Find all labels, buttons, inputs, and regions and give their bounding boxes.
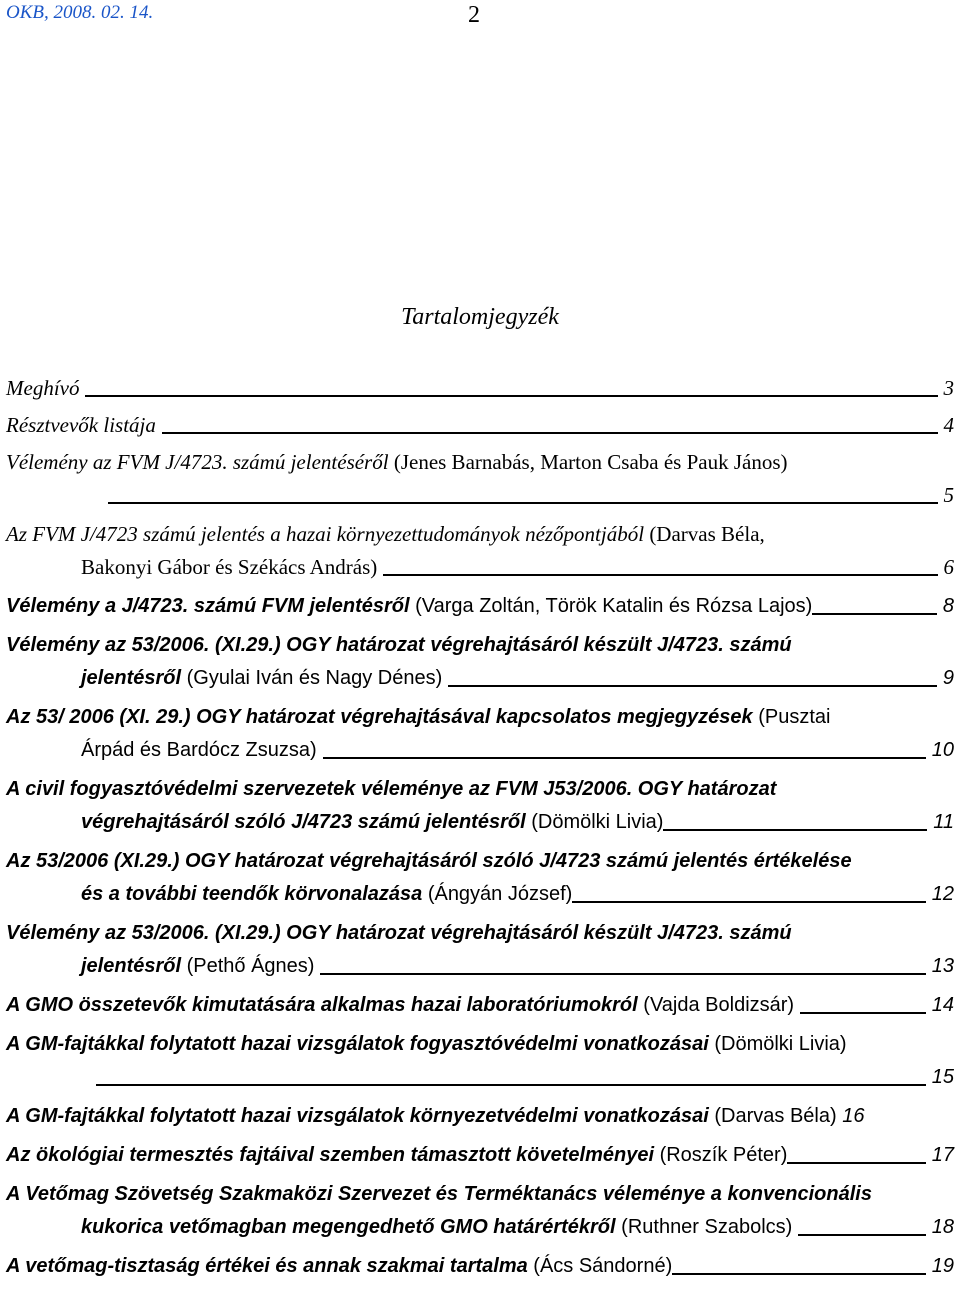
toc-entry-page: 6 (943, 555, 954, 579)
toc-leader (96, 1084, 926, 1086)
toc-entry-title: Meghívó (6, 376, 80, 400)
toc-entry-page: 5 (943, 483, 954, 507)
toc-entry-title-cont: jelentésről (81, 955, 182, 977)
toc-entry-page: 15 (931, 1066, 954, 1088)
toc-entry[interactable] (6, 629, 954, 695)
toc-entry-page: 3 (943, 376, 954, 400)
document-header-date: OKB, 2008. 02. 14. (6, 2, 154, 23)
toc-entry-title: A Vetőmag Szövetség Szakmaközi Szervezet és Terméktanács véleménye a konvencionális (6, 1183, 872, 1205)
toc-leader (162, 432, 938, 434)
toc-entry-title: Vélemény az 53/2006. (XI.29.) OGY határozat végrehajtásáról készült J/4723. számú (6, 634, 792, 656)
toc-entry[interactable] (6, 1178, 954, 1244)
toc-entry[interactable] (6, 590, 954, 623)
toc-entry-page: 13 (931, 955, 954, 977)
toc-entry-title-cont: kukorica vetőmagban megengedhető GMO határértékről (81, 1216, 616, 1238)
toc-entry[interactable] (6, 1139, 954, 1172)
toc-entry-page: 8 (942, 595, 954, 617)
toc-entry-authors: (Ruthner Szabolcs) (621, 1216, 793, 1238)
toc-entry-page: 9 (942, 667, 954, 689)
toc-leader (85, 395, 937, 397)
toc-entry-title: Résztvevők listája (6, 413, 156, 437)
toc-entry[interactable] (6, 372, 954, 405)
toc-entry[interactable] (6, 1028, 954, 1094)
toc-leader (672, 1273, 926, 1275)
toc-leader (108, 502, 938, 504)
toc-entry[interactable] (6, 701, 954, 767)
table-of-contents (6, 372, 954, 1283)
toc-entry-page: 18 (931, 1216, 954, 1238)
toc-entry-title-cont: és a további teendők körvonalazása (81, 883, 423, 905)
toc-leader (323, 757, 926, 759)
toc-leader (383, 574, 937, 576)
toc-entry-authors: (Gyulai Iván és Nagy Dénes) (186, 667, 443, 689)
toc-entry-page: 10 (931, 739, 954, 761)
toc-entry-authors: (Vajda Boldizsár) (643, 994, 795, 1016)
page-number: 2 (468, 2, 480, 28)
toc-entry-title: Az 53/ 2006 (XI. 29.) OGY határozat végrehajtásával kapcsolatos megjegyzések (6, 706, 753, 728)
toc-entry-title: A GM-fajtákkal folytatott hazai vizsgálatok környezetvédelmi vonatkozásai (6, 1105, 709, 1127)
toc-entry-page: 14 (931, 994, 954, 1016)
toc-leader (663, 829, 927, 831)
toc-entry-authors: (Ángyán József) (427, 883, 573, 905)
toc-entry-title: Az FVM J/4723 számú jelentés a hazai környezettudományok nézőpontjából (6, 522, 645, 546)
toc-entry[interactable] (6, 917, 954, 983)
toc-entry-authors-cont: Bakonyi Gábor és Székács András) (81, 555, 378, 579)
toc-entry-authors-cont: Árpád és Bardócz Zsuzsa) (81, 739, 317, 761)
toc-entry-authors: (Darvas Béla, (649, 522, 765, 546)
toc-entry-title: Vélemény a J/4723. számú FVM jelentésről (6, 595, 410, 617)
toc-entry-authors: (Jenes Barnabás, Marton Csaba és Pauk János) (393, 450, 788, 474)
toc-entry-title: A vetőmag-tisztaság értékei és annak szakmai tartalma (6, 1255, 528, 1277)
toc-entry-title: Vélemény az FVM J/4723. számú jelentéséről (6, 450, 389, 474)
toc-entry-authors: (Dömölki Livia) (531, 811, 664, 833)
toc-entry[interactable] (6, 1250, 954, 1283)
toc-leader (812, 613, 937, 615)
toc-entry-authors: (Ács Sándorné) (533, 1255, 673, 1277)
toc-entry-authors: (Pethő Ágnes) (186, 955, 315, 977)
toc-entry-title: A civil fogyasztóvédelmi szervezetek véleménye az FVM J53/2006. OGY határozat (6, 778, 777, 800)
toc-entry-title-cont: végrehajtásáról szóló J/4723 számú jelentésről (81, 811, 526, 833)
toc-entry[interactable] (6, 773, 954, 839)
toc-entry-page: 12 (931, 883, 954, 905)
toc-leader (787, 1162, 925, 1164)
toc-entry[interactable] (6, 1100, 954, 1133)
toc-entry-page: 17 (931, 1144, 954, 1166)
toc-entry-page: 11 (933, 811, 954, 833)
toc-entry-title: A GMO összetevők kimutatására alkalmas hazai laboratóriumokról (6, 994, 638, 1016)
toc-entry-title: Az ökológiai termesztés fajtáival szemben támasztott követelményei (6, 1144, 654, 1166)
toc-entry-authors: (Darvas Béla) (714, 1105, 837, 1127)
toc-entry-title: Vélemény az 53/2006. (XI.29.) OGY határozat végrehajtásáról készült J/4723. számú (6, 922, 792, 944)
toc-entry-page: 4 (943, 413, 954, 437)
toc-entry-title: A GM-fajtákkal folytatott hazai vizsgálatok fogyasztóvédelmi vonatkozásai (6, 1033, 709, 1055)
toc-entry-page: 19 (931, 1255, 954, 1277)
toc-entry[interactable] (6, 446, 954, 512)
toc-entry-authors: (Pusztai (758, 706, 831, 728)
toc-entry-authors: (Dömölki Livia) (714, 1033, 847, 1055)
toc-title: Tartalomjegyzék (401, 304, 559, 330)
toc-leader (800, 1012, 926, 1014)
toc-entry-title: Az 53/2006 (XI.29.) OGY határozat végrehajtásáról szóló J/4723 számú jelentés értékelése (6, 850, 852, 872)
toc-entry-authors: (Roszík Péter) (659, 1144, 788, 1166)
toc-leader (572, 901, 925, 903)
toc-entry-authors: (Varga Zoltán, Török Katalin és Rózsa Lajos) (415, 595, 813, 617)
toc-entry-page: 16 (842, 1105, 865, 1127)
toc-leader (320, 973, 925, 975)
toc-entry[interactable] (6, 409, 954, 442)
toc-entry[interactable] (6, 989, 954, 1022)
toc-entry-title-cont: jelentésről (81, 667, 182, 689)
toc-entry[interactable] (6, 518, 954, 584)
toc-entry[interactable] (6, 845, 954, 911)
toc-leader (798, 1234, 925, 1236)
toc-leader (448, 685, 937, 687)
